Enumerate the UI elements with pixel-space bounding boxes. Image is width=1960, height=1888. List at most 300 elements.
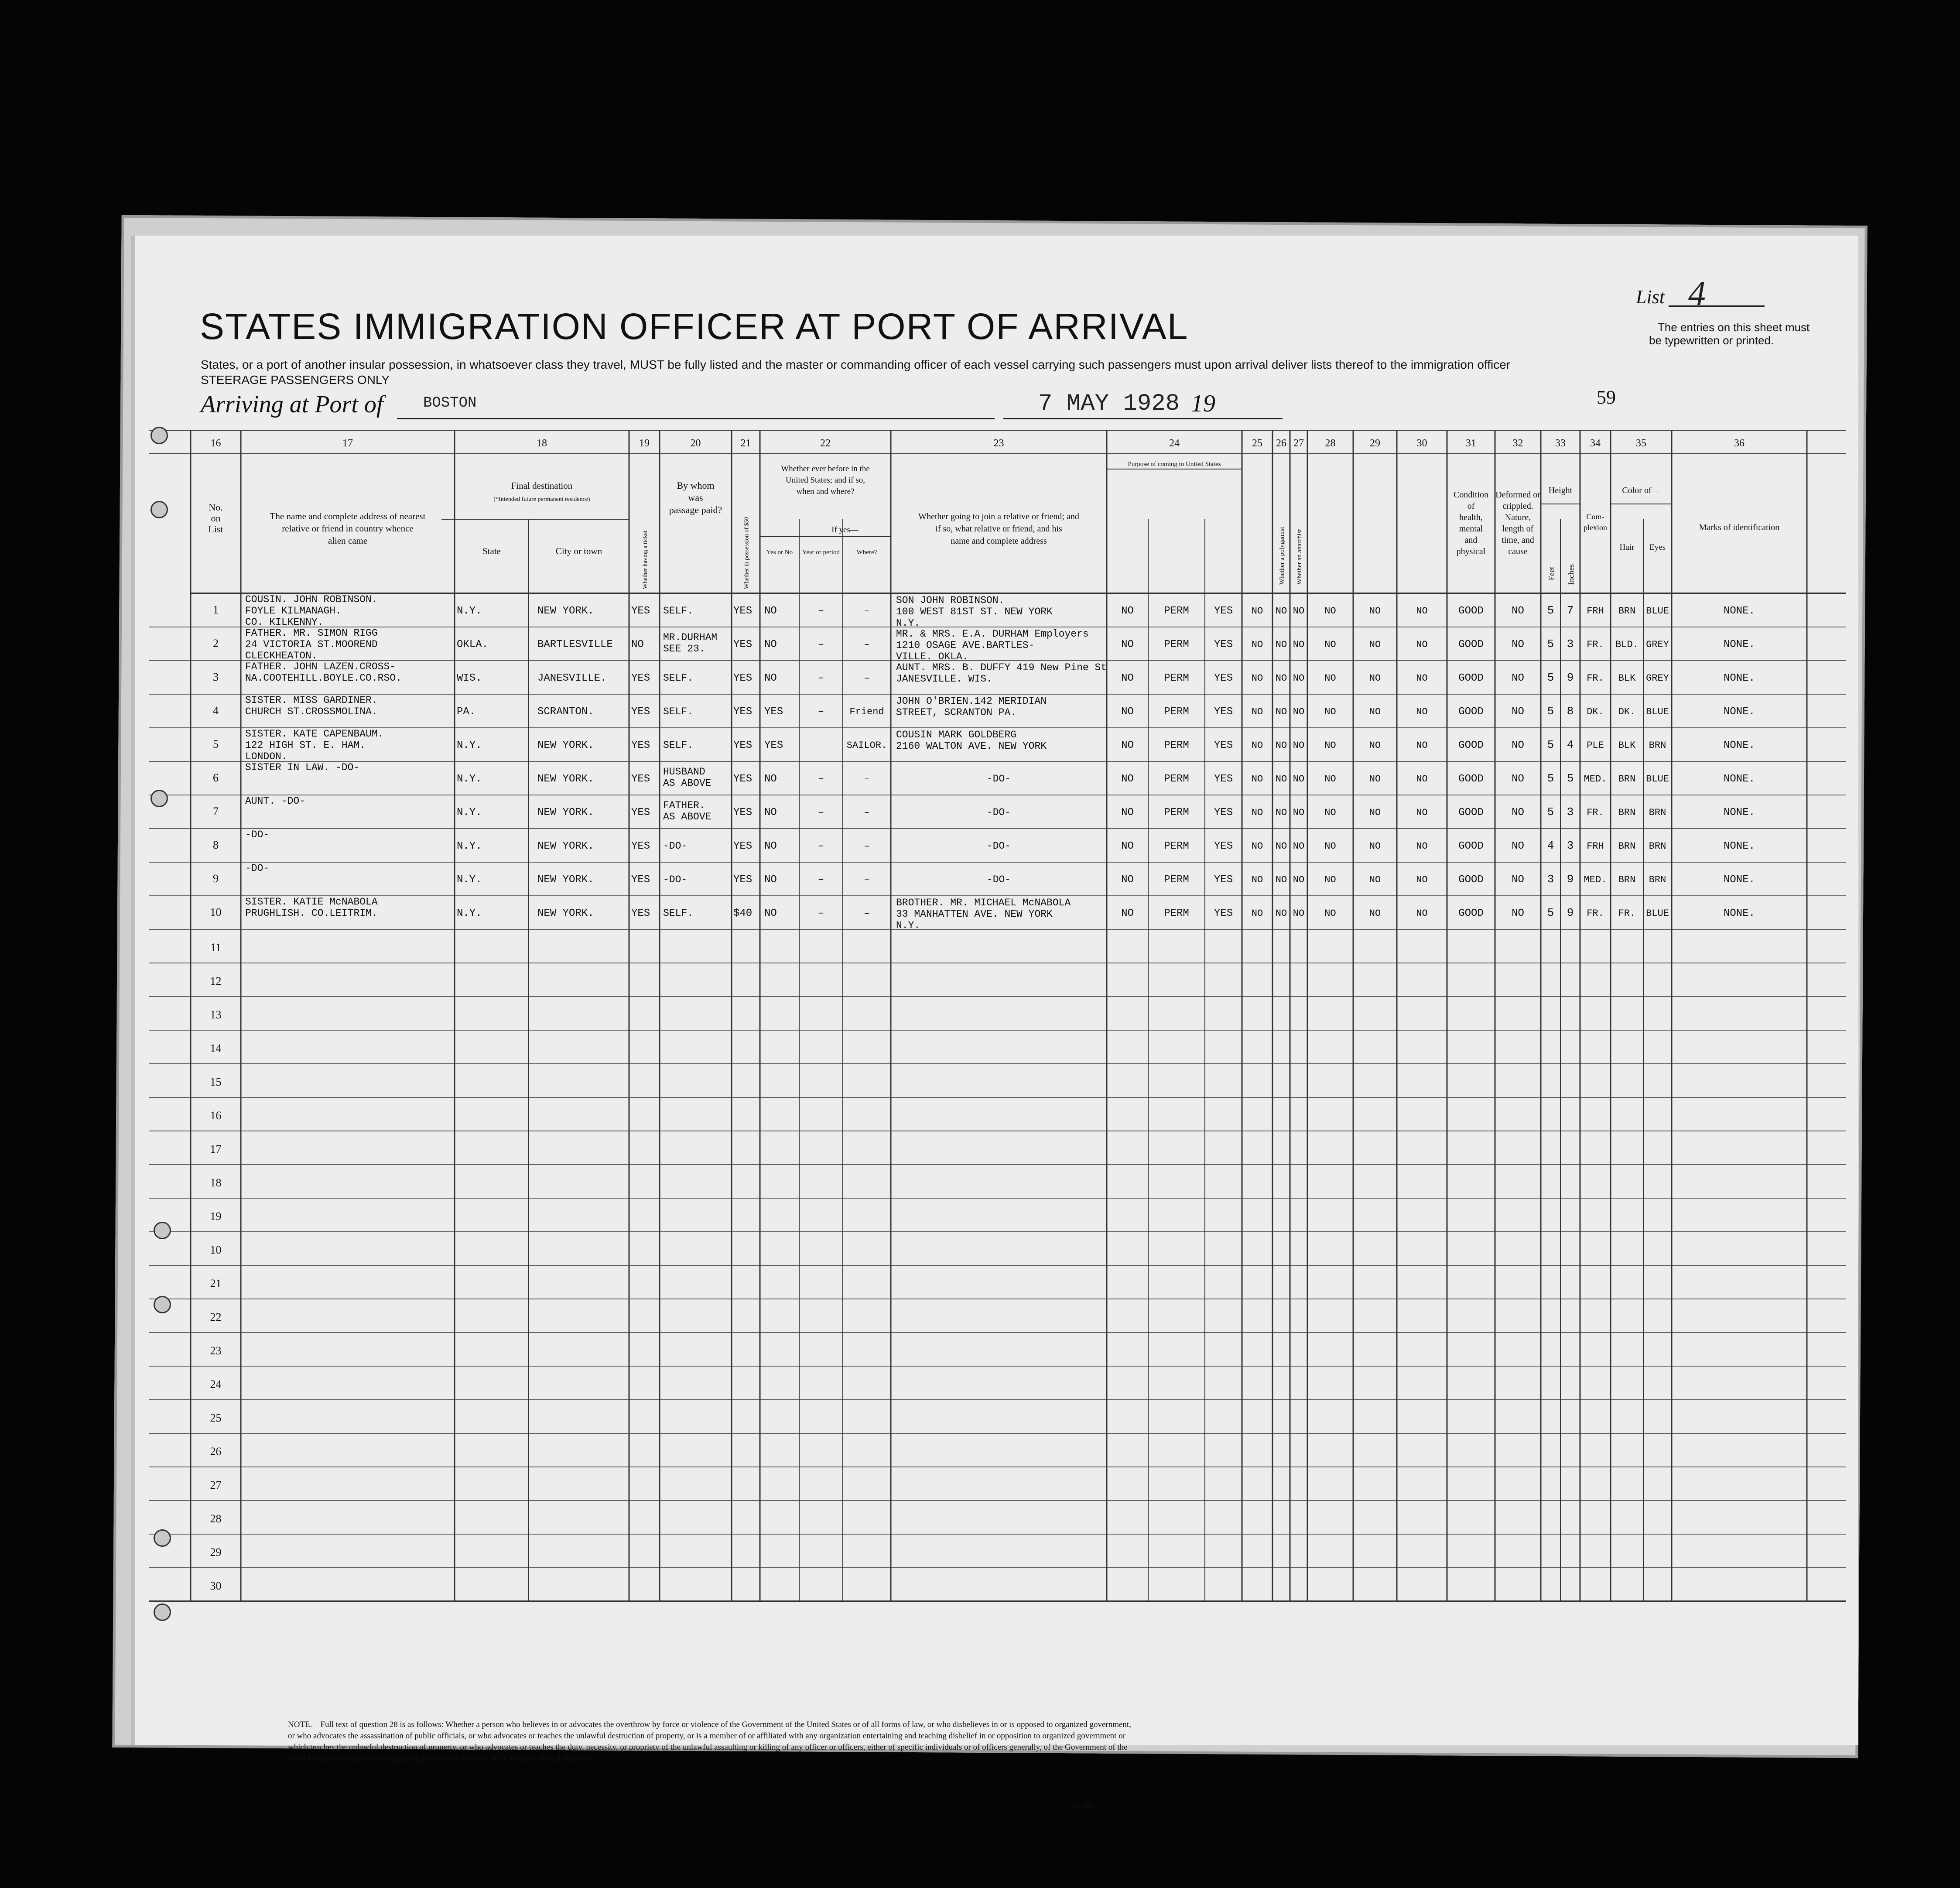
destination-state: N.Y.: [457, 773, 482, 785]
question-answer: NO: [1275, 807, 1287, 818]
question-answer: NO: [1324, 673, 1336, 684]
header-label: By whom: [677, 480, 715, 491]
purpose-value: NO: [1121, 706, 1134, 718]
relative-address: CLECKHEATON.: [245, 650, 318, 661]
ever-where: –: [864, 841, 870, 852]
question-answer: NO: [1416, 874, 1428, 885]
identification-marks: NONE.: [1723, 908, 1755, 919]
question-answer: NO: [1324, 639, 1336, 650]
passage-paid-by: SELF.: [663, 706, 694, 717]
purpose-value: PERM: [1164, 874, 1189, 886]
year-prefix: 19: [1191, 390, 1215, 417]
hair-color: BRN: [1618, 874, 1636, 885]
row-number: 30: [210, 1580, 222, 1592]
question-answer: NO: [1416, 908, 1428, 919]
identification-marks: NONE.: [1723, 639, 1755, 651]
column-number: 31: [1466, 438, 1476, 449]
height-inches: 9: [1567, 671, 1574, 684]
row-number: 22: [210, 1311, 222, 1323]
form-title: STATES IMMIGRATION OFFICER AT PORT OF ARRIVAL: [200, 306, 1189, 347]
question-answer: NO: [1275, 673, 1287, 684]
destination-city: NEW YORK.: [537, 605, 594, 617]
ever-year: –: [818, 773, 824, 785]
joining-relative: VILLE. OKLA.: [896, 651, 968, 662]
purpose-value: NO: [1121, 807, 1134, 819]
relative-address: CHURCH ST.CROSSMOLINA.: [245, 706, 378, 717]
header-label: when and where?: [796, 487, 855, 496]
ticket-answer: YES: [631, 908, 650, 919]
ticket-answer: YES: [631, 773, 650, 785]
height-inches: 3: [1567, 805, 1574, 819]
header-label: Marks of identification: [1699, 523, 1780, 532]
height-feet: 4: [1547, 839, 1554, 852]
relative-address: NA.COOTEHILL.BOYLE.CO.RSO.: [245, 672, 402, 684]
column-number: 23: [993, 438, 1004, 449]
question-answer: NO: [1275, 908, 1287, 919]
eye-color: GREY: [1646, 673, 1669, 684]
joining-relative: AUNT. MRS. B. DUFFY 419 New Pine St: [896, 662, 1107, 673]
column-number: 24: [1169, 438, 1180, 449]
relative-address: -DO-: [245, 863, 270, 874]
question-answer: NO: [1293, 606, 1305, 617]
height-inches: 9: [1567, 873, 1574, 886]
arriving-label: Arriving at Port of: [201, 391, 383, 418]
ever-where: SAILOR.: [846, 740, 887, 751]
complexion: FR.: [1587, 639, 1604, 650]
purpose-value: NO: [1121, 773, 1134, 785]
money-answer: YES: [733, 840, 753, 852]
joining-relative: 100 WEST 81ST ST. NEW YORK: [896, 606, 1053, 617]
question-answer: NO: [1275, 639, 1287, 650]
relative-address: SISTER. MISS GARDINER.: [245, 695, 378, 706]
binder-hole: [154, 1296, 171, 1313]
passenger-class-note: STEERAGE PASSENGERS ONLY: [201, 373, 390, 387]
health-condition: GOOD: [1458, 740, 1484, 751]
row-number: 16: [210, 1109, 222, 1122]
row-number: 28: [210, 1512, 222, 1525]
row-number: 4: [213, 704, 219, 717]
relative-address: -DO-: [245, 829, 270, 840]
relative-address: 122 HIGH ST. E. HAM.: [245, 740, 366, 751]
column-number: 17: [342, 438, 353, 449]
question-answer: NO: [1369, 807, 1381, 818]
question-answer: NO: [1275, 740, 1287, 751]
question-answer: NO: [1293, 807, 1305, 818]
row-number: 23: [210, 1344, 222, 1357]
header-label: Whether ever before in the: [781, 464, 870, 473]
relative-address: 24 VICTORIA ST.MOOREND: [245, 639, 378, 650]
health-condition: GOOD: [1458, 908, 1484, 919]
row-number: 29: [210, 1546, 222, 1559]
ever-where: –: [864, 807, 870, 818]
joining-relative: -DO-: [986, 807, 1011, 818]
question-answer: NO: [1369, 740, 1381, 751]
relative-address: SISTER. KATE CAPENBAUM.: [245, 728, 384, 740]
page-number: 59: [1597, 387, 1616, 408]
question-answer: NO: [1293, 774, 1305, 785]
health-condition: GOOD: [1458, 605, 1484, 617]
port-value: BOSTON: [423, 395, 477, 411]
question-answer: NO: [1275, 841, 1287, 852]
complexion: FR.: [1587, 807, 1604, 818]
identification-marks: NONE.: [1723, 807, 1755, 819]
deformed-answer: NO: [1512, 639, 1524, 651]
identification-marks: NONE.: [1723, 740, 1755, 751]
complexion: PLE: [1587, 740, 1604, 751]
header-label: Where?: [856, 549, 877, 556]
relative-address: FATHER. MR. SIMON RIGG: [245, 627, 378, 639]
relative-address: CO. KILKENNY.: [245, 617, 324, 628]
question-answer: NO: [1324, 807, 1336, 818]
complexion: FRH: [1587, 606, 1604, 617]
column-number: 33: [1555, 438, 1566, 449]
header-label: Com-: [1586, 512, 1604, 521]
joining-relative: STREET, SCRANTON PA.: [896, 707, 1017, 718]
purpose-value: NO: [1121, 874, 1134, 886]
identification-marks: NONE.: [1723, 706, 1755, 718]
hair-color: BRN: [1618, 606, 1636, 617]
destination-city: NEW YORK.: [537, 807, 594, 819]
header-label: Whether an anarchist: [1296, 529, 1303, 585]
joining-relative: -DO-: [986, 874, 1011, 885]
header-label: health,: [1459, 513, 1483, 522]
joining-relative: N.Y.: [896, 617, 920, 629]
row-number: 1: [213, 603, 219, 616]
ever-where: –: [864, 673, 870, 684]
passage-paid-by: SEE 23.: [663, 643, 705, 654]
question-answer: NO: [1251, 606, 1263, 617]
header-label: Eyes: [1649, 543, 1666, 552]
hair-color: BLK: [1618, 740, 1636, 751]
deformed-answer: NO: [1512, 773, 1524, 785]
money-answer: YES: [733, 773, 753, 785]
binder-hole: [154, 1529, 171, 1547]
header-label: of: [1467, 501, 1475, 511]
joining-relative: COUSIN MARK GOLDBERG: [896, 729, 1017, 740]
header-label: Nature,: [1505, 513, 1531, 522]
question-answer: NO: [1369, 673, 1381, 684]
row-number: 17: [210, 1143, 222, 1155]
purpose-value: YES: [1214, 639, 1233, 651]
ever-where: –: [864, 774, 870, 785]
column-number: 27: [1293, 438, 1304, 449]
list-label: List: [1636, 286, 1665, 308]
relative-address: SISTER IN LAW. -DO-: [245, 762, 360, 773]
question-answer: NO: [1416, 706, 1428, 717]
ticket-answer: YES: [631, 807, 650, 819]
eye-color: BRN: [1649, 841, 1666, 852]
money-answer: YES: [733, 740, 753, 751]
question-answer: NO: [1369, 606, 1381, 617]
height-feet: 5: [1547, 637, 1554, 651]
purpose-value: NO: [1121, 639, 1134, 651]
ever-in-us: NO: [764, 908, 777, 919]
height-inches: 3: [1567, 839, 1574, 852]
question-answer: NO: [1369, 874, 1381, 885]
ever-year: –: [818, 840, 824, 852]
purpose-value: YES: [1214, 908, 1233, 919]
column-number: 18: [537, 438, 547, 449]
ticket-answer: YES: [631, 874, 650, 886]
row-number: 2: [213, 637, 219, 650]
row-number: 18: [210, 1176, 222, 1189]
destination-city: NEW YORK.: [537, 908, 594, 919]
health-condition: GOOD: [1458, 807, 1484, 819]
ever-year: –: [818, 639, 824, 651]
question-answer: NO: [1293, 639, 1305, 650]
question-answer: NO: [1324, 908, 1336, 919]
row-number: 21: [210, 1277, 222, 1290]
purpose-value: PERM: [1164, 840, 1189, 852]
column-number: 28: [1325, 438, 1336, 449]
purpose-value: PERM: [1164, 672, 1189, 684]
question-answer: NO: [1369, 908, 1381, 919]
header-label: Height: [1548, 486, 1573, 495]
column-number: 25: [1252, 438, 1262, 449]
row-number: 14: [210, 1042, 222, 1055]
relative-address: PRUGHLISH. CO.LEITRIM.: [245, 908, 378, 919]
height-feet: 5: [1547, 772, 1554, 785]
money-answer: YES: [733, 672, 753, 684]
row-number: 7: [213, 805, 219, 818]
eye-color: BRN: [1649, 740, 1666, 751]
header-label: length of: [1502, 524, 1534, 534]
joining-relative: -DO-: [986, 773, 1011, 785]
question-answer: NO: [1251, 841, 1263, 852]
header-label: Whether having a ticket: [642, 530, 649, 589]
deformed-answer: NO: [1512, 672, 1524, 684]
height-inches: 8: [1567, 705, 1574, 718]
ever-in-us: YES: [764, 740, 783, 751]
purpose-value: YES: [1214, 672, 1233, 684]
joining-relative: 2160 WALTON AVE. NEW YORK: [896, 740, 1047, 752]
header-label: State: [482, 546, 501, 556]
joining-relative: MR. & MRS. E.A. DURHAM Employers: [896, 628, 1089, 640]
row-number: 12: [210, 975, 222, 987]
header-label: crippled.: [1502, 501, 1533, 511]
purpose-value: PERM: [1164, 639, 1189, 651]
header-label: United States; and if so,: [785, 476, 865, 485]
row-number: 10: [210, 1244, 222, 1256]
purpose-value: PERM: [1164, 807, 1189, 819]
question-answer: NO: [1251, 807, 1263, 818]
passage-paid-by: MR.DURHAM: [663, 632, 718, 643]
ever-year: –: [818, 706, 824, 718]
height-feet: 5: [1547, 671, 1554, 684]
ticket-answer: YES: [631, 740, 650, 751]
column-number: 32: [1512, 438, 1523, 449]
question-answer: NO: [1416, 807, 1428, 818]
destination-state: N.Y.: [457, 840, 482, 852]
eye-color: BLUE: [1646, 908, 1669, 919]
health-condition: GOOD: [1458, 773, 1484, 785]
entries-note: The entries on this sheet must: [1658, 321, 1810, 334]
hair-color: BRN: [1618, 774, 1636, 785]
column-number: 19: [639, 438, 650, 449]
height-feet: 5: [1547, 906, 1554, 919]
eye-color: BLUE: [1646, 774, 1669, 785]
column-number: 34: [1590, 438, 1601, 449]
ticket-answer: YES: [631, 840, 650, 852]
question-answer: NO: [1251, 874, 1263, 885]
purpose-value: YES: [1214, 773, 1233, 785]
header-label: Hair: [1619, 543, 1635, 552]
destination-city: BARTLESVILLE: [537, 639, 613, 651]
header-label: and: [1464, 535, 1478, 545]
money-answer: YES: [733, 639, 753, 651]
question-answer: NO: [1416, 841, 1428, 852]
arrival-date: 7 MAY 1928: [1038, 391, 1180, 417]
joining-relative: N.Y.: [896, 920, 920, 931]
ever-year: –: [818, 908, 824, 919]
question-answer: NO: [1293, 706, 1305, 717]
header-label: cause: [1508, 547, 1528, 556]
hair-color: BLK: [1618, 673, 1636, 684]
row-number: 6: [213, 771, 219, 784]
header-label: plexion: [1584, 523, 1607, 532]
header-label: Color of—: [1622, 486, 1660, 495]
manifest-table: [149, 430, 1846, 1660]
ever-in-us: NO: [764, 840, 777, 852]
list-number: 4: [1688, 274, 1706, 313]
question-answer: NO: [1416, 740, 1428, 751]
destination-city: JANESVILLE.: [537, 672, 607, 684]
purpose-value: YES: [1214, 840, 1233, 852]
purpose-value: PERM: [1164, 740, 1189, 751]
height-inches: 9: [1567, 906, 1574, 919]
deformed-answer: NO: [1512, 605, 1524, 617]
ticket-answer: NO: [631, 639, 644, 651]
question-answer: NO: [1416, 673, 1428, 684]
header-label: on: [211, 513, 221, 524]
money-answer: YES: [733, 605, 753, 617]
header-label: No.: [209, 502, 223, 513]
binder-hole: [151, 501, 168, 518]
column-number: 16: [210, 438, 221, 449]
ever-year: –: [818, 807, 824, 819]
ever-year: –: [818, 672, 824, 684]
relative-address: SISTER. KATIE McNABOLA: [245, 896, 378, 908]
question-answer: NO: [1369, 706, 1381, 717]
ever-in-us: NO: [764, 605, 777, 617]
deformed-answer: NO: [1512, 807, 1524, 819]
eye-color: BLUE: [1646, 606, 1669, 617]
question-answer: NO: [1251, 706, 1263, 717]
header-label: Condition: [1453, 490, 1489, 500]
destination-state: PA.: [457, 706, 476, 718]
identification-marks: NONE.: [1723, 672, 1755, 684]
hair-color: BLD.: [1615, 639, 1638, 650]
passage-paid-by: SELF.: [663, 740, 694, 751]
column-number: 36: [1734, 438, 1745, 449]
column-number: 26: [1276, 438, 1286, 449]
header-label: alien came: [328, 535, 368, 546]
purpose-value: PERM: [1164, 706, 1189, 718]
joining-relative: JANESVILLE. WIS.: [896, 673, 992, 685]
passage-paid-by: FATHER.: [663, 800, 705, 811]
header-label: if so, what relative or friend, and his: [935, 524, 1062, 534]
complexion: MED.: [1584, 774, 1607, 785]
identification-marks: NONE.: [1723, 773, 1755, 785]
question-answer: NO: [1369, 841, 1381, 852]
header-label: Final destination: [511, 480, 573, 491]
purpose-value: PERM: [1164, 773, 1189, 785]
header-label: Feet: [1547, 567, 1556, 580]
ticket-answer: YES: [631, 672, 650, 684]
height-feet: 5: [1547, 805, 1554, 819]
health-condition: GOOD: [1458, 672, 1484, 684]
destination-city: NEW YORK.: [537, 874, 594, 886]
health-condition: GOOD: [1458, 840, 1484, 852]
passage-paid-by: SELF.: [663, 605, 694, 617]
question-answer: NO: [1251, 639, 1263, 650]
question-answer: NO: [1416, 606, 1428, 617]
height-inches: 4: [1567, 738, 1574, 751]
joining-relative: 1210 OSAGE AVE.BARTLES-: [896, 640, 1035, 651]
ever-in-us: NO: [764, 773, 777, 785]
question-answer: NO: [1369, 774, 1381, 785]
destination-city: SCRANTON.: [537, 706, 594, 718]
row-number: 24: [210, 1378, 222, 1391]
eye-color: BRN: [1649, 874, 1666, 885]
row-number: 8: [213, 839, 219, 851]
ever-in-us: NO: [764, 672, 777, 684]
deformed-answer: NO: [1512, 874, 1524, 886]
purpose-value: NO: [1121, 740, 1134, 751]
row-number: 10: [210, 906, 222, 918]
passage-paid-by: AS ABOVE: [663, 778, 711, 789]
binder-hole: [151, 790, 168, 807]
hair-color: FR.: [1618, 908, 1636, 919]
question-answer: NO: [1251, 740, 1263, 751]
port-underline: [397, 418, 995, 419]
header-label: City or town: [555, 546, 602, 556]
destination-city: NEW YORK.: [537, 773, 594, 785]
purpose-value: YES: [1214, 807, 1233, 819]
ever-where: –: [864, 639, 870, 650]
passage-paid-by: -DO-: [663, 874, 688, 885]
question-answer: NO: [1275, 706, 1287, 717]
eye-color: BRN: [1649, 807, 1666, 818]
question-answer: NO: [1251, 673, 1263, 684]
complexion: FR.: [1587, 673, 1604, 684]
hair-color: BRN: [1618, 841, 1636, 852]
destination-city: NEW YORK.: [537, 740, 594, 751]
joining-relative: SON JOHN ROBINSON.: [896, 595, 1005, 606]
eye-color: GREY: [1646, 639, 1669, 650]
height-feet: 3: [1547, 873, 1554, 886]
question-answer: NO: [1416, 774, 1428, 785]
height-feet: 5: [1547, 738, 1554, 751]
purpose-value: PERM: [1164, 605, 1189, 617]
question-28-footnote: NOTE.—Full text of question 28 is as follows: Whether a person who believes in or advocates the overthrow by force or violence of the Government of the United States or of all forms of law, or who disbelieves in or is opposed to organized government, or who advocates the assassination of public officials, or who advocates or teaches the unlawful destruction of property, or is a member of or affiliated with any organization entertaining and teaching disbelief in or opposition to organized government or which teaches the unlawful destruction of property, or who advocates or teaches the duty, necessity, or propriety of the unlawful assaulting or killing of any officer or officers, either of specific individuals or of officers generally, of the Government of the United States or of any other organized government because of his or their official character.: [288, 1720, 1131, 1763]
question-answer: NO: [1293, 673, 1305, 684]
row-number: 9: [213, 872, 219, 885]
height-inches: 3: [1567, 637, 1574, 651]
form-instructions: States, or a port of another insular possession, in whatsoever class they travel, MUST be fully listed and the master or commanding officer of each vessel carrying such passengers must upon arrival deliver lists thereof to the immigration officer: [201, 358, 1511, 371]
eye-color: BLUE: [1646, 706, 1669, 717]
header-label: (*Intended future permanent residence): [493, 496, 590, 503]
deformed-answer: NO: [1512, 706, 1524, 718]
question-answer: NO: [1275, 874, 1287, 885]
identification-marks: NONE.: [1723, 840, 1755, 852]
relative-address: LONDON.: [245, 751, 287, 762]
header-label: Year or period: [802, 549, 840, 556]
question-answer: NO: [1275, 606, 1287, 617]
manifest-sheet: [131, 236, 1858, 1809]
row-number: 27: [210, 1479, 222, 1491]
destination-state: OKLA.: [457, 639, 489, 651]
